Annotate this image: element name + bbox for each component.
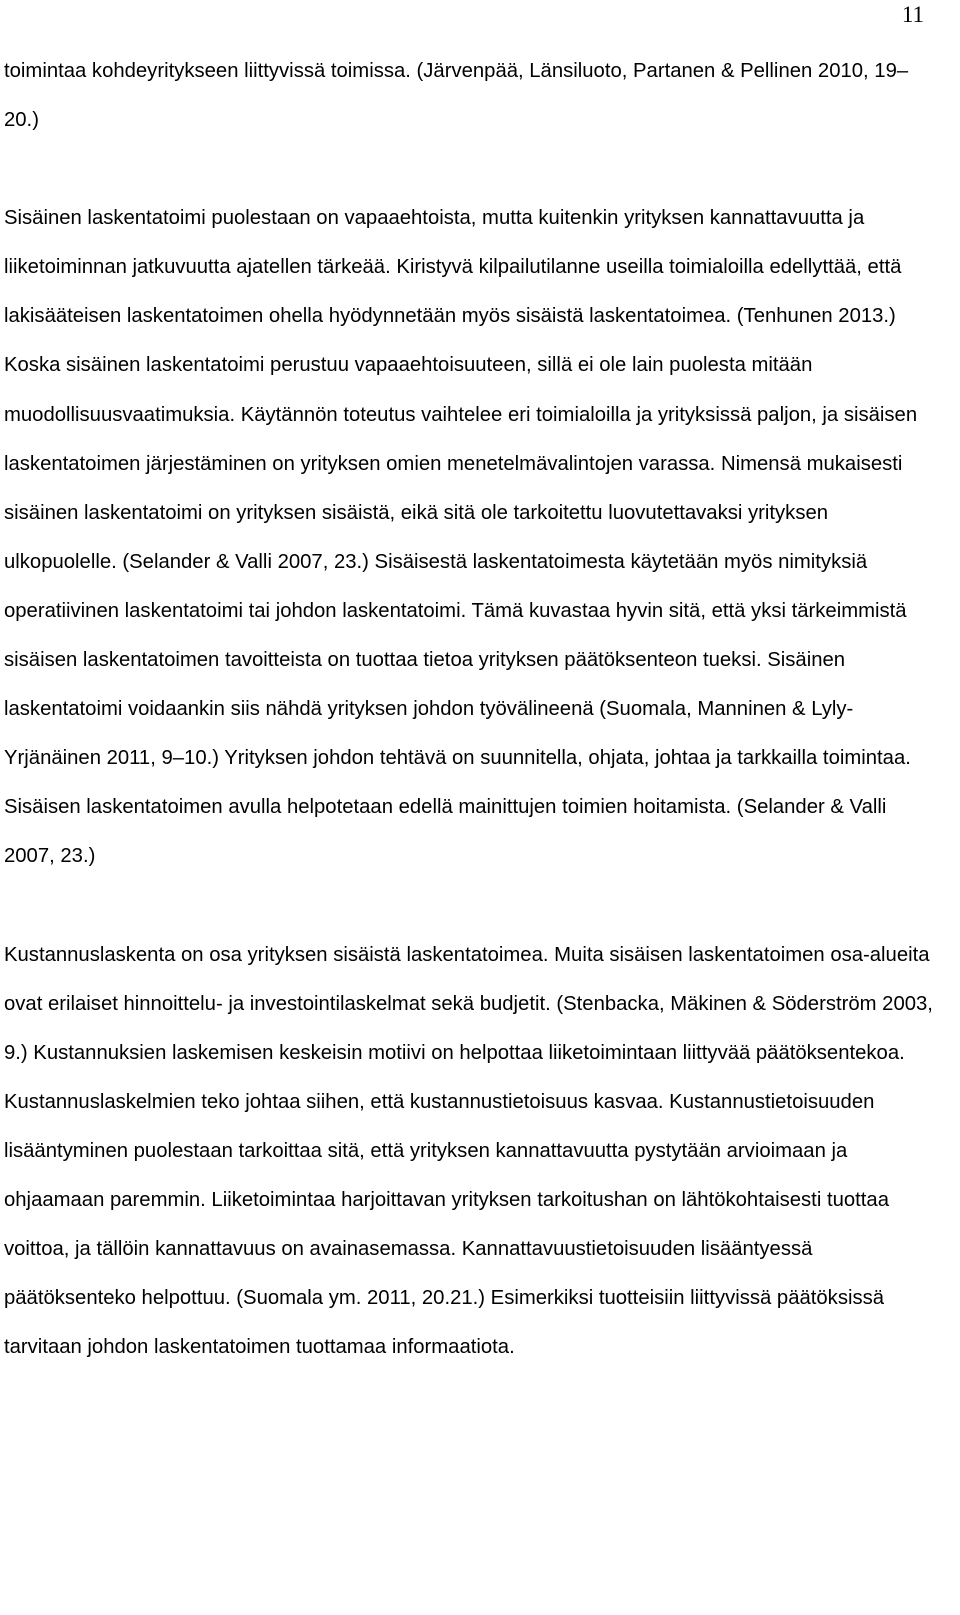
paragraph-gap xyxy=(4,882,936,931)
paragraph-cost-accounting: Kustannuslaskenta on osa yrityksen sisäistä laskentatoimea. Muita sisäisen laskentatoimen osa-alueita ovat erilaiset hinnoittelu- ja investointilaskelmat sekä budjetit. (Stenbacka, Mäkinen & Söderström 2003, 9.) Kustannuksien laskemisen keskeisin motiivi on helpottaa liiketoimintaan liittyvää päätöksentekoa. Kustannuslaskelmien teko johtaa siihen, että kustannustietoisuus kasvaa. Kustannustietoisuuden lisääntyminen puolestaan tarkoittaa sitä, että yrityksen kannattavuutta pystytään arvioimaan ja ohjaamaan paremmin. Liiketoimintaa harjoittavan yrityksen tarkoitushan on lähtökohtaisesti tuottaa voittoa, ja tällöin kannattavuus on avainasemassa. Kannattavuustietoisuuden lisääntyessä päätöksenteko helpottuu. (Suomala ym. 2011, 20.21.) Esimerkiksi tuotteisiin liittyvissä päätöksissä tarvitaan johdon laskentatoimen tuottamaa informaatiota. xyxy=(4,943,933,1359)
page-number: 11 xyxy=(901,2,924,27)
paragraph-gap xyxy=(4,145,936,194)
paragraph-internal-accounting: Sisäinen laskentatoimi puolestaan on vapaaehtoista, mutta kuitenkin yrityksen kannattavuutta ja liiketoiminnan jatkuvuutta ajatellen tärkeää. Kiristyvä kilpailutilanne useilla toimialoilla edellyttää, että lakisääteisen laskentatoimen ohella hyödynnetään myös sisäistä laskentatoimea. (Tenhunen 2013.) Koska sisäinen laskentatoimi perustuu vapaaehtoisuuteen, sillä ei ole lain puolesta mitään muodollisuusvaatimuksia. Käytännön toteutus vaihtelee eri toimialoilla ja yrityksissä paljon, ja sisäisen laskentatoimen järjestäminen on yrityksen omien menetelmävalintojen varassa. Nimensä mukaisesti sisäinen laskentatoimi on yrityksen sisäistä, eikä sitä ole tarkoitettu luovutettavaksi yrityksen ulkopuolelle. (Selander & Valli 2007, 23.) Sisäisestä laskentatoimesta käytetään myös nimityksiä operatiivinen laskentatoimi tai johdon laskentatoimi. Tämä kuvastaa hyvin sitä, että yksi tärkeimmistä sisäisen laskentatoimen tavoitteista on tuottaa tietoa yrityksen päätöksenteon tueksi. Sisäinen laskentatoimi voidaankin siis nähdä yrityksen johdon työvälineenä (Suomala, Manninen & Lyly-Yrjänäinen 2011, 9–10.) Yrityksen johdon tehtävä on suunnitella, ohjata, johtaa ja tarkkailla toimintaa. Sisäisen laskentatoimen avulla helpotetaan edellä mainittujen toimien hoitamista. (Selander & Valli 2007, 23.) xyxy=(4,207,918,868)
paragraph-continuation: toimintaa kohdeyritykseen liittyvissä toimissa. (Järvenpää, Länsiluoto, Partanen & Pellinen 2010, 19–20.) xyxy=(4,60,909,132)
